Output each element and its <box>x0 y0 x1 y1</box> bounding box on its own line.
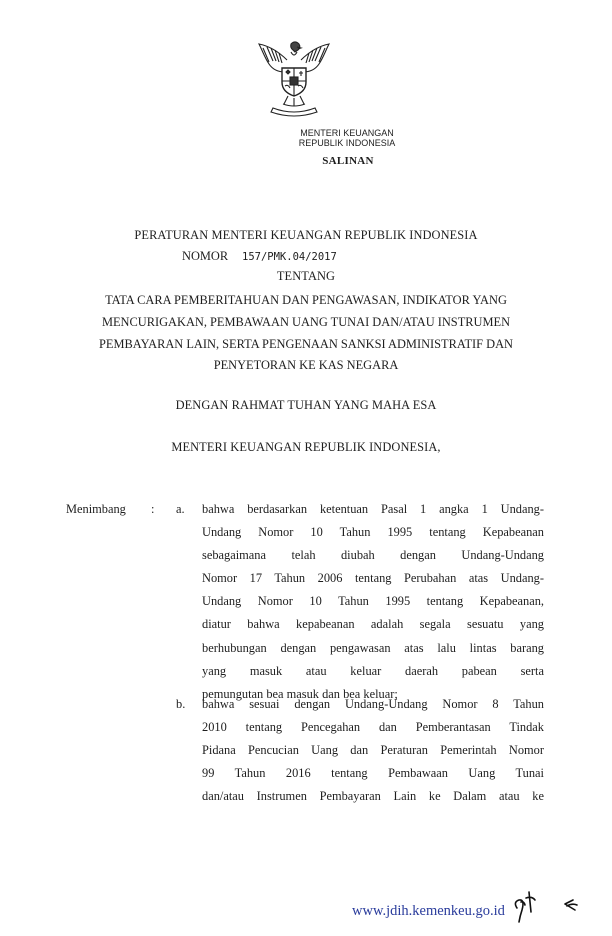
paragraph-line: diatur bahwa kepabeanan adalah segala sesuatu yang <box>202 617 544 632</box>
paragraph-line: bahwa sesuai dengan Undang-Undang Nomor 8 Tahun <box>202 697 544 711</box>
subject-line: MENCURIGAKAN, PEMBAWAAN UANG TUNAI DAN/ATAU INSTRUMEN <box>101 314 511 329</box>
menimbang-label: Menimbang <box>66 502 126 516</box>
paragraph-line: 99 Tahun 2016 tentang Pembawaan Uang Tunai <box>202 766 544 781</box>
paragraph-line: Pidana Pencucian Uang dan Peraturan Pemerintah Nomor <box>202 743 544 758</box>
paragraph-line: sebagaimana telah diubah dengan Undang-Undang <box>202 548 544 563</box>
item-text-a <box>202 498 544 706</box>
paragraph-line: berhubungan dengan pengawasan atas lalu lintas barang <box>202 640 544 655</box>
paragraph-line: dan/atau Instrumen Pembayaran Lain ke Dalam atau ke <box>202 789 544 804</box>
ministry-name-line: MENTERI KEUANGAN <box>300 128 394 138</box>
paragraph-line: pemungutan bea masuk dan bea keluar; <box>202 686 398 701</box>
regulation-title: PERATURAN MENTERI KEUANGAN REPUBLIK INDONESIA <box>134 228 478 242</box>
paragraph-line: yang masuk atau keluar daerah pabean serta <box>202 663 544 678</box>
paragraph-line: 2010 tentang Pencegahan dan Pemberantasan Tindak <box>202 720 544 735</box>
subject-line: PENYETORAN KE KAS NEGARA <box>213 358 399 373</box>
nomor-value: 157/PMK.04/2017 <box>242 251 337 263</box>
item-marker-a: a. <box>176 502 185 516</box>
tentang-heading: TENTANG <box>276 269 336 283</box>
regulation-number-row <box>182 249 337 264</box>
menimbang-colon: : <box>151 502 155 516</box>
rahmat-invocation: DENGAN RAHMAT TUHAN YANG MAHA ESA <box>175 398 437 412</box>
paragraph-line: bahwa berdasarkan ketentuan Pasal 1 angka 1 Undang- <box>202 502 544 516</box>
garuda-emblem-icon <box>253 38 335 120</box>
item-text-b <box>202 693 544 808</box>
subject-line: PEMBAYARAN LAIN, SERTA PENGENAAN SANKSI ADMINISTRATIF DAN <box>99 336 513 351</box>
ministry-country-line: REPUBLIK INDONESIA <box>298 138 396 148</box>
jdih-website-link[interactable]: www.jdih.kemenkeu.go.id <box>352 903 505 919</box>
paragraph-line: Undang Nomor 10 Tahun 1995 tentang Kepabeanan, <box>202 594 544 609</box>
subject-line: TATA CARA PEMBERITAHUAN DAN PENGAWASAN, INDIKATOR YANG <box>105 293 507 307</box>
ministry-header <box>0 128 612 148</box>
initial-signature-icon <box>505 886 585 926</box>
regulation-subject <box>0 290 612 377</box>
copy-stamp: SALINAN <box>322 155 374 167</box>
item-marker-b: b. <box>176 697 186 711</box>
nomor-label: NOMOR <box>182 249 229 263</box>
minister-heading: MENTERI KEUANGAN REPUBLIK INDONESIA, <box>171 440 441 454</box>
paragraph-line: Undang Nomor 10 Tahun 1995 tentang Kepabeanan <box>202 525 544 540</box>
paragraph-line: Nomor 17 Tahun 2006 tentang Perubahan atas Undang- <box>202 571 544 586</box>
